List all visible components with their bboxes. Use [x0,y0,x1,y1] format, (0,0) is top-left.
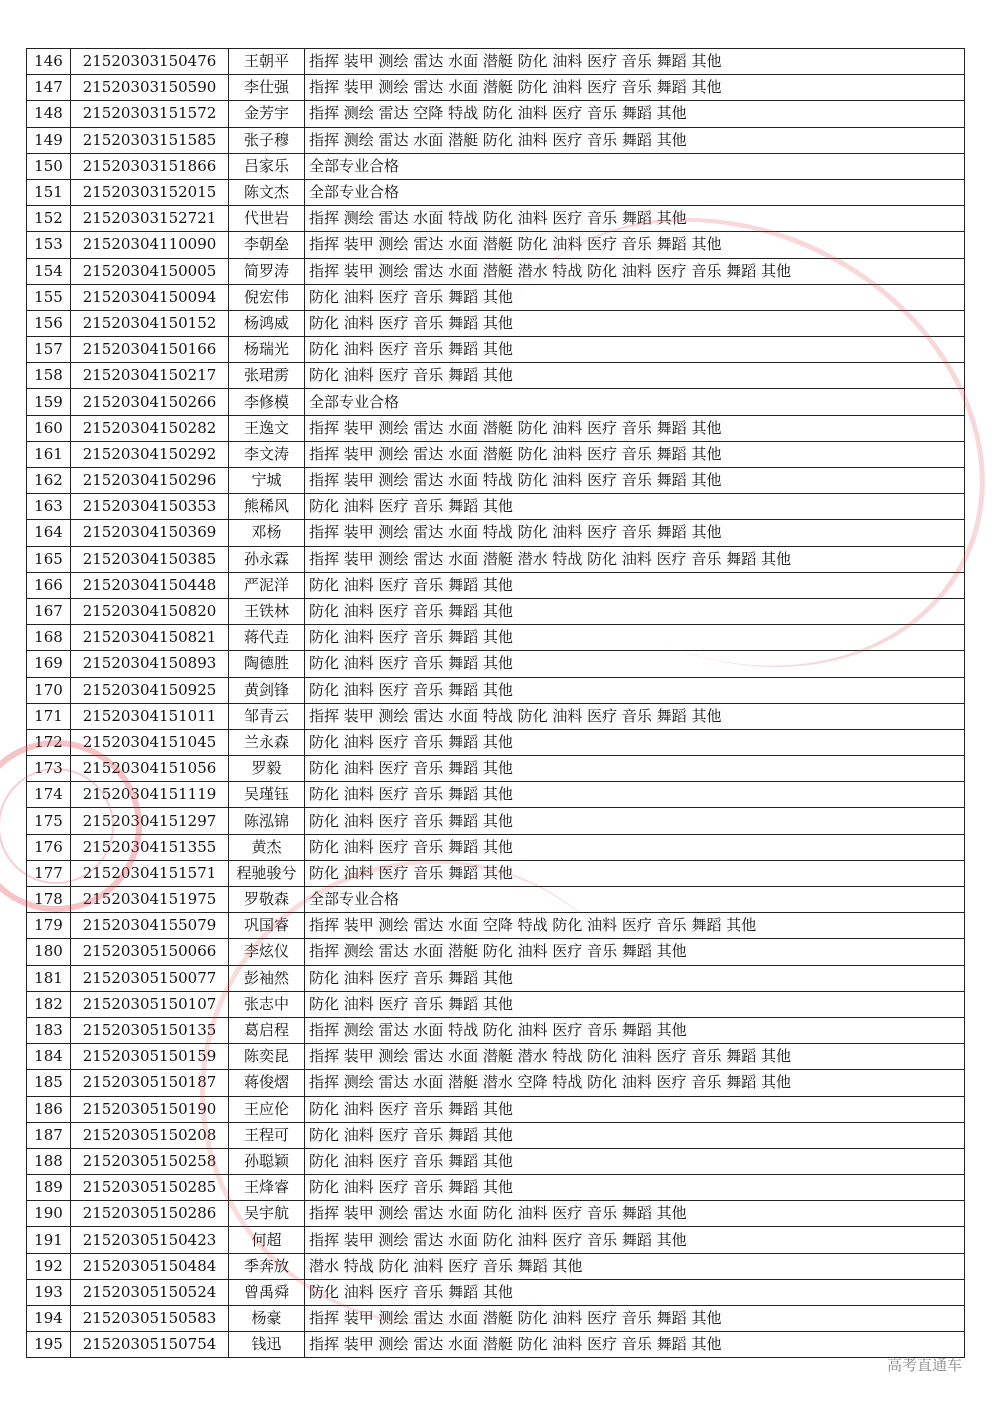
candidate-id-cell: 21520304151355 [71,834,229,860]
candidate-id-cell: 21520304150821 [71,625,229,651]
row-number-cell: 150 [27,153,71,179]
row-number-cell: 151 [27,179,71,205]
candidate-name-cell: 蒋代垚 [229,625,305,651]
candidate-id-cell: 21520304150094 [71,284,229,310]
candidate-name-cell: 杨豪 [229,1306,305,1332]
table-row [27,337,965,363]
candidate-id-cell: 21520304150385 [71,546,229,572]
table-row [27,703,965,729]
table-row [27,389,965,415]
row-number-cell: 154 [27,258,71,284]
table-row [27,520,965,546]
candidate-id-cell: 21520304150353 [71,494,229,520]
table-row [27,1122,965,1148]
table-row [27,75,965,101]
table-row [27,49,965,75]
qualified-specialties-cell: 指挥 装甲 测绘 雷达 水面 特战 防化 油料 医疗 音乐 舞蹈 其他 [305,703,965,729]
candidate-id-cell: 21520303151866 [71,153,229,179]
candidate-name-cell: 张珺雳 [229,363,305,389]
row-number-cell: 187 [27,1122,71,1148]
row-number-cell: 162 [27,468,71,494]
table-row [27,677,965,703]
qualified-specialties-cell: 防化 油料 医疗 音乐 舞蹈 其他 [305,991,965,1017]
row-number-cell: 156 [27,310,71,336]
row-number-cell: 180 [27,939,71,965]
candidate-id-cell: 21520304151045 [71,729,229,755]
candidate-name-cell: 钱迅 [229,1332,305,1358]
table-row [27,1332,965,1358]
candidate-name-cell: 简罗涛 [229,258,305,284]
candidate-id-cell: 21520305150190 [71,1096,229,1122]
qualified-specialties-cell: 防化 油料 医疗 音乐 舞蹈 其他 [305,729,965,755]
candidate-name-cell: 彭袖然 [229,965,305,991]
row-number-cell: 188 [27,1148,71,1174]
table-row [27,834,965,860]
candidate-id-cell: 21520304150820 [71,598,229,624]
candidate-name-cell: 黄杰 [229,834,305,860]
candidate-name-cell: 代世岩 [229,206,305,232]
candidate-id-cell: 21520303151585 [71,127,229,153]
qualified-specialties-cell: 指挥 装甲 测绘 雷达 水面 防化 油料 医疗 音乐 舞蹈 其他 [305,1201,965,1227]
table-row [27,127,965,153]
row-number-cell: 175 [27,808,71,834]
candidate-id-cell: 21520305150285 [71,1175,229,1201]
qualified-specialties-cell: 指挥 测绘 雷达 水面 特战 防化 油料 医疗 音乐 舞蹈 其他 [305,1017,965,1043]
table-row [27,965,965,991]
candidate-id-cell: 21520304150282 [71,415,229,441]
row-number-cell: 170 [27,677,71,703]
qualified-specialties-cell: 指挥 装甲 测绘 雷达 水面 潜艇 防化 油料 医疗 音乐 舞蹈 其他 [305,75,965,101]
qualified-specialties-cell: 防化 油料 医疗 音乐 舞蹈 其他 [305,1122,965,1148]
candidate-id-cell: 21520304150448 [71,572,229,598]
row-number-cell: 166 [27,572,71,598]
qualified-specialties-cell: 指挥 测绘 雷达 水面 特战 防化 油料 医疗 音乐 舞蹈 其他 [305,206,965,232]
candidate-name-cell: 李修模 [229,389,305,415]
candidate-id-cell: 21520305150208 [71,1122,229,1148]
candidate-name-cell: 何超 [229,1227,305,1253]
candidate-name-cell: 王逸文 [229,415,305,441]
table-row [27,887,965,913]
row-number-cell: 182 [27,991,71,1017]
candidate-id-cell: 21520303150590 [71,75,229,101]
qualified-specialties-cell: 全部专业合格 [305,389,965,415]
candidate-name-cell: 陶德胜 [229,651,305,677]
table-row [27,284,965,310]
candidate-name-cell: 张志中 [229,991,305,1017]
candidate-id-cell: 21520303150476 [71,49,229,75]
table-row [27,179,965,205]
table-row [27,1017,965,1043]
qualified-specialties-cell: 指挥 装甲 测绘 雷达 水面 防化 油料 医疗 音乐 舞蹈 其他 [305,1227,965,1253]
candidate-name-cell: 陈文杰 [229,179,305,205]
row-number-cell: 155 [27,284,71,310]
qualified-specialties-cell: 指挥 装甲 测绘 雷达 水面 潜艇 潜水 特战 防化 油料 医疗 音乐 舞蹈 其他 [305,546,965,572]
table-row [27,258,965,284]
qualified-specialties-cell: 指挥 装甲 测绘 雷达 水面 潜艇 防化 油料 医疗 音乐 舞蹈 其他 [305,49,965,75]
row-number-cell: 190 [27,1201,71,1227]
candidate-name-cell: 杨鸿威 [229,310,305,336]
qualified-specialties-cell: 指挥 测绘 雷达 水面 潜艇 防化 油料 医疗 音乐 舞蹈 其他 [305,939,965,965]
candidate-name-cell: 李炫仪 [229,939,305,965]
qualified-specialties-cell: 防化 油料 医疗 音乐 舞蹈 其他 [305,756,965,782]
table-row [27,1201,965,1227]
candidate-name-cell: 张子穆 [229,127,305,153]
table-row [27,729,965,755]
table-row [27,1096,965,1122]
qualified-specialties-cell: 防化 油料 医疗 音乐 舞蹈 其他 [305,808,965,834]
candidate-id-cell: 21520304150296 [71,468,229,494]
row-number-cell: 152 [27,206,71,232]
candidate-id-cell: 21520304151056 [71,756,229,782]
row-number-cell: 174 [27,782,71,808]
row-number-cell: 148 [27,101,71,127]
qualified-specialties-cell: 防化 油料 医疗 音乐 舞蹈 其他 [305,494,965,520]
candidate-id-cell: 21520304150166 [71,337,229,363]
candidate-name-cell: 李文涛 [229,441,305,467]
row-number-cell: 147 [27,75,71,101]
qualified-specialties-cell: 防化 油料 医疗 音乐 舞蹈 其他 [305,782,965,808]
candidate-id-cell: 21520305150484 [71,1253,229,1279]
qualified-specialties-cell: 全部专业合格 [305,887,965,913]
qualified-specialties-cell: 指挥 装甲 测绘 雷达 水面 潜艇 防化 油料 医疗 音乐 舞蹈 其他 [305,415,965,441]
table-row [27,572,965,598]
candidate-name-cell: 王朝平 [229,49,305,75]
candidate-id-cell: 21520305150583 [71,1306,229,1332]
qualified-specialties-cell: 防化 油料 医疗 音乐 舞蹈 其他 [305,1279,965,1305]
row-number-cell: 168 [27,625,71,651]
qualified-specialties-cell: 指挥 装甲 测绘 雷达 水面 特战 防化 油料 医疗 音乐 舞蹈 其他 [305,468,965,494]
table-row [27,494,965,520]
candidate-name-cell: 王程可 [229,1122,305,1148]
qualified-specialties-cell: 防化 油料 医疗 音乐 舞蹈 其他 [305,310,965,336]
candidate-name-cell: 王铁林 [229,598,305,624]
source-watermark: 高考直通车 [886,1356,962,1374]
candidate-name-cell: 黄剑锋 [229,677,305,703]
candidate-name-cell: 李朝垒 [229,232,305,258]
table-row [27,756,965,782]
qualified-specialties-cell: 防化 油料 医疗 音乐 舞蹈 其他 [305,598,965,624]
candidate-name-cell: 倪宏伟 [229,284,305,310]
candidate-id-cell: 21520304150893 [71,651,229,677]
row-number-cell: 184 [27,1044,71,1070]
row-number-cell: 157 [27,337,71,363]
candidate-id-cell: 21520305150524 [71,1279,229,1305]
table-row [27,206,965,232]
candidate-id-cell: 21520304110090 [71,232,229,258]
candidate-name-cell: 李仕强 [229,75,305,101]
row-number-cell: 159 [27,389,71,415]
row-number-cell: 191 [27,1227,71,1253]
candidate-id-cell: 21520304150266 [71,389,229,415]
table-row [27,1044,965,1070]
row-number-cell: 192 [27,1253,71,1279]
candidate-id-cell: 21520303151572 [71,101,229,127]
row-number-cell: 160 [27,415,71,441]
qualified-specialties-cell: 防化 油料 医疗 音乐 舞蹈 其他 [305,1096,965,1122]
row-number-cell: 153 [27,232,71,258]
qualified-specialties-cell: 防化 油料 医疗 音乐 舞蹈 其他 [305,965,965,991]
candidate-name-cell: 孙聪颖 [229,1148,305,1174]
candidate-id-cell: 21520305150159 [71,1044,229,1070]
candidate-id-cell: 21520305150754 [71,1332,229,1358]
candidate-name-cell: 曾禹舜 [229,1279,305,1305]
table-row [27,232,965,258]
table-row [27,310,965,336]
qualified-specialties-cell: 防化 油料 医疗 音乐 舞蹈 其他 [305,284,965,310]
table-row [27,860,965,886]
row-number-cell: 167 [27,598,71,624]
candidate-id-cell: 21520304151011 [71,703,229,729]
candidate-id-cell: 21520303152721 [71,206,229,232]
candidate-id-cell: 21520304150005 [71,258,229,284]
qualified-specialties-cell: 指挥 装甲 测绘 雷达 水面 潜艇 潜水 特战 防化 油料 医疗 音乐 舞蹈 其他 [305,258,965,284]
candidate-name-cell: 王应伦 [229,1096,305,1122]
row-number-cell: 173 [27,756,71,782]
table-row [27,782,965,808]
qualified-specialties-cell: 防化 油料 医疗 音乐 舞蹈 其他 [305,651,965,677]
table-row [27,1279,965,1305]
candidate-name-cell: 兰永森 [229,729,305,755]
candidate-name-cell: 金芳宇 [229,101,305,127]
candidate-id-cell: 21520305150107 [71,991,229,1017]
candidate-name-cell: 熊稀风 [229,494,305,520]
qualified-specialties-cell: 指挥 装甲 测绘 雷达 水面 潜艇 防化 油料 医疗 音乐 舞蹈 其他 [305,441,965,467]
results-table [26,48,965,1358]
candidate-name-cell: 杨瑞光 [229,337,305,363]
row-number-cell: 193 [27,1279,71,1305]
candidate-id-cell: 21520304151297 [71,808,229,834]
candidate-id-cell: 21520305150077 [71,965,229,991]
candidate-name-cell: 巩国睿 [229,913,305,939]
candidate-id-cell: 21520304150369 [71,520,229,546]
candidate-name-cell: 吕家乐 [229,153,305,179]
row-number-cell: 177 [27,860,71,886]
candidate-id-cell: 21520304150152 [71,310,229,336]
row-number-cell: 183 [27,1017,71,1043]
candidate-name-cell: 程驰骏兮 [229,860,305,886]
candidate-id-cell: 21520304151119 [71,782,229,808]
candidate-name-cell: 吴宇航 [229,1201,305,1227]
candidate-id-cell: 21520305150066 [71,939,229,965]
candidate-name-cell: 严泥洋 [229,572,305,598]
table-row [27,598,965,624]
qualified-specialties-cell: 指挥 装甲 测绘 雷达 水面 空降 特战 防化 油料 医疗 音乐 舞蹈 其他 [305,913,965,939]
qualified-specialties-cell: 防化 油料 医疗 音乐 舞蹈 其他 [305,860,965,886]
table-row [27,153,965,179]
qualified-specialties-cell: 指挥 测绘 雷达 水面 潜艇 防化 油料 医疗 音乐 舞蹈 其他 [305,127,965,153]
qualified-specialties-cell: 防化 油料 医疗 音乐 舞蹈 其他 [305,1175,965,1201]
qualified-specialties-cell: 防化 油料 医疗 音乐 舞蹈 其他 [305,363,965,389]
row-number-cell: 164 [27,520,71,546]
candidate-name-cell: 王烽睿 [229,1175,305,1201]
table-row [27,1175,965,1201]
qualified-specialties-cell: 防化 油料 医疗 音乐 舞蹈 其他 [305,572,965,598]
row-number-cell: 176 [27,834,71,860]
table-row [27,808,965,834]
table-row [27,1227,965,1253]
candidate-id-cell: 21520304150925 [71,677,229,703]
candidate-name-cell: 孙永霖 [229,546,305,572]
qualified-specialties-cell: 指挥 测绘 雷达 空降 特战 防化 油料 医疗 音乐 舞蹈 其他 [305,101,965,127]
table-row [27,441,965,467]
qualified-specialties-cell: 指挥 装甲 测绘 雷达 水面 潜艇 防化 油料 医疗 音乐 舞蹈 其他 [305,1332,965,1358]
candidate-id-cell: 21520305150423 [71,1227,229,1253]
row-number-cell: 149 [27,127,71,153]
qualified-specialties-cell: 防化 油料 医疗 音乐 舞蹈 其他 [305,625,965,651]
candidate-id-cell: 21520304151571 [71,860,229,886]
table-row [27,546,965,572]
row-number-cell: 172 [27,729,71,755]
table-row [27,1070,965,1096]
row-number-cell: 163 [27,494,71,520]
row-number-cell: 194 [27,1306,71,1332]
row-number-cell: 165 [27,546,71,572]
results-table-body [27,49,965,1358]
row-number-cell: 178 [27,887,71,913]
table-row [27,363,965,389]
candidate-id-cell: 21520305150286 [71,1201,229,1227]
row-number-cell: 146 [27,49,71,75]
qualified-specialties-cell: 指挥 装甲 测绘 雷达 水面 潜艇 潜水 特战 防化 油料 医疗 音乐 舞蹈 其他 [305,1044,965,1070]
candidate-id-cell: 21520303152015 [71,179,229,205]
candidate-name-cell: 陈奕昆 [229,1044,305,1070]
qualified-specialties-cell: 防化 油料 医疗 音乐 舞蹈 其他 [305,337,965,363]
row-number-cell: 189 [27,1175,71,1201]
candidate-name-cell: 蒋俊熠 [229,1070,305,1096]
row-number-cell: 186 [27,1096,71,1122]
row-number-cell: 195 [27,1332,71,1358]
row-number-cell: 169 [27,651,71,677]
candidate-id-cell: 21520304150292 [71,441,229,467]
candidate-name-cell: 邹青云 [229,703,305,729]
table-row [27,1306,965,1332]
table-row [27,625,965,651]
candidate-id-cell: 21520304150217 [71,363,229,389]
row-number-cell: 158 [27,363,71,389]
candidate-name-cell: 季奔放 [229,1253,305,1279]
candidate-name-cell: 陈泓锦 [229,808,305,834]
qualified-specialties-cell: 防化 油料 医疗 音乐 舞蹈 其他 [305,834,965,860]
row-number-cell: 161 [27,441,71,467]
table-row [27,101,965,127]
candidate-name-cell: 吴瑾钰 [229,782,305,808]
candidate-name-cell: 罗敬森 [229,887,305,913]
row-number-cell: 179 [27,913,71,939]
candidate-id-cell: 21520305150135 [71,1017,229,1043]
qualified-specialties-cell: 潜水 特战 防化 油料 医疗 音乐 舞蹈 其他 [305,1253,965,1279]
candidate-id-cell: 21520304151975 [71,887,229,913]
candidate-name-cell: 宁城 [229,468,305,494]
table-row [27,1253,965,1279]
table-row [27,415,965,441]
qualified-specialties-cell: 指挥 装甲 测绘 雷达 水面 特战 防化 油料 医疗 音乐 舞蹈 其他 [305,520,965,546]
candidate-id-cell: 21520305150187 [71,1070,229,1096]
candidate-name-cell: 邓杨 [229,520,305,546]
qualified-specialties-cell: 全部专业合格 [305,153,965,179]
qualified-specialties-cell: 指挥 装甲 测绘 雷达 水面 潜艇 防化 油料 医疗 音乐 舞蹈 其他 [305,232,965,258]
candidate-name-cell: 葛启程 [229,1017,305,1043]
qualified-specialties-cell: 防化 油料 医疗 音乐 舞蹈 其他 [305,677,965,703]
table-row [27,1148,965,1174]
qualified-specialties-cell: 指挥 测绘 雷达 水面 潜艇 潜水 空降 特战 防化 油料 医疗 音乐 舞蹈 其他 [305,1070,965,1096]
candidate-name-cell: 罗毅 [229,756,305,782]
table-row [27,939,965,965]
qualified-specialties-cell: 防化 油料 医疗 音乐 舞蹈 其他 [305,1148,965,1174]
candidate-id-cell: 21520305150258 [71,1148,229,1174]
row-number-cell: 171 [27,703,71,729]
table-row [27,913,965,939]
row-number-cell: 181 [27,965,71,991]
table-row [27,991,965,1017]
table-row [27,468,965,494]
table-row [27,651,965,677]
qualified-specialties-cell: 全部专业合格 [305,179,965,205]
qualified-specialties-cell: 指挥 装甲 测绘 雷达 水面 潜艇 防化 油料 医疗 音乐 舞蹈 其他 [305,1306,965,1332]
row-number-cell: 185 [27,1070,71,1096]
candidate-id-cell: 21520304155079 [71,913,229,939]
